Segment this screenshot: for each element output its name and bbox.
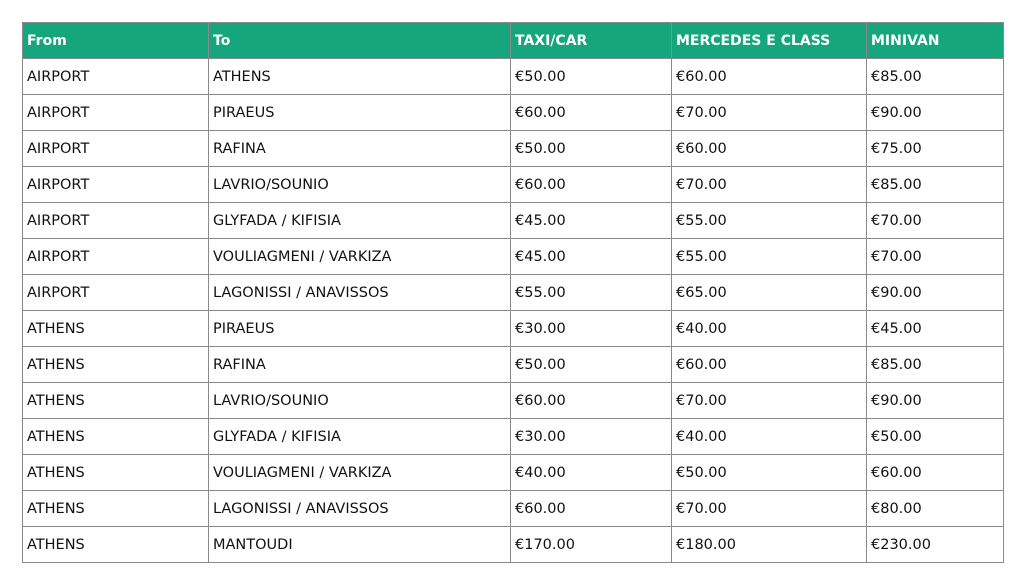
cell-to: LAVRIO/SOUNIO <box>209 167 511 203</box>
cell-mercedes-e-class: €70.00 <box>672 383 867 419</box>
header-row <box>23 23 1004 59</box>
cell-taxi-car: €60.00 <box>511 383 672 419</box>
cell-minivan: €60.00 <box>867 455 1004 491</box>
cell-from: AIRPORT <box>23 167 209 203</box>
cell-mercedes-e-class: €70.00 <box>672 167 867 203</box>
table-row <box>23 167 1004 203</box>
cell-to: LAGONISSI / ANAVISSOS <box>209 275 511 311</box>
column-header-mercedes-e-class: MERCEDES E CLASS <box>672 23 867 59</box>
cell-from: ATHENS <box>23 491 209 527</box>
cell-mercedes-e-class: €70.00 <box>672 95 867 131</box>
cell-taxi-car: €50.00 <box>511 59 672 95</box>
table-header <box>23 23 1004 59</box>
cell-from: AIRPORT <box>23 131 209 167</box>
cell-minivan: €85.00 <box>867 167 1004 203</box>
cell-taxi-car: €40.00 <box>511 455 672 491</box>
table-body <box>23 59 1004 563</box>
cell-to: LAGONISSI / ANAVISSOS <box>209 491 511 527</box>
column-header-taxi-car: TAXI/CAR <box>511 23 672 59</box>
cell-mercedes-e-class: €65.00 <box>672 275 867 311</box>
cell-minivan: €230.00 <box>867 527 1004 563</box>
cell-from: ATHENS <box>23 347 209 383</box>
cell-taxi-car: €45.00 <box>511 203 672 239</box>
cell-taxi-car: €45.00 <box>511 239 672 275</box>
cell-mercedes-e-class: €60.00 <box>672 131 867 167</box>
cell-taxi-car: €60.00 <box>511 95 672 131</box>
cell-minivan: €50.00 <box>867 419 1004 455</box>
cell-minivan: €80.00 <box>867 491 1004 527</box>
table-row <box>23 239 1004 275</box>
cell-from: AIRPORT <box>23 275 209 311</box>
cell-mercedes-e-class: €180.00 <box>672 527 867 563</box>
cell-from: AIRPORT <box>23 95 209 131</box>
column-header-minivan: MINIVAN <box>867 23 1004 59</box>
cell-taxi-car: €50.00 <box>511 347 672 383</box>
cell-taxi-car: €50.00 <box>511 131 672 167</box>
column-header-from: From <box>23 23 209 59</box>
cell-from: ATHENS <box>23 527 209 563</box>
cell-minivan: €70.00 <box>867 203 1004 239</box>
price-table <box>22 22 1004 563</box>
table-row <box>23 131 1004 167</box>
cell-mercedes-e-class: €55.00 <box>672 239 867 275</box>
cell-taxi-car: €60.00 <box>511 167 672 203</box>
cell-to: LAVRIO/SOUNIO <box>209 383 511 419</box>
table-row <box>23 347 1004 383</box>
cell-to: RAFINA <box>209 131 511 167</box>
cell-taxi-car: €170.00 <box>511 527 672 563</box>
cell-minivan: €90.00 <box>867 275 1004 311</box>
cell-mercedes-e-class: €70.00 <box>672 491 867 527</box>
cell-taxi-car: €60.00 <box>511 491 672 527</box>
cell-from: ATHENS <box>23 455 209 491</box>
cell-to: GLYFADA / KIFISIA <box>209 419 511 455</box>
cell-from: ATHENS <box>23 311 209 347</box>
cell-from: AIRPORT <box>23 203 209 239</box>
table-row <box>23 59 1004 95</box>
cell-to: MANTOUDI <box>209 527 511 563</box>
cell-mercedes-e-class: €40.00 <box>672 311 867 347</box>
table-row <box>23 491 1004 527</box>
cell-mercedes-e-class: €60.00 <box>672 59 867 95</box>
column-header-to: To <box>209 23 511 59</box>
cell-from: ATHENS <box>23 383 209 419</box>
cell-to: RAFINA <box>209 347 511 383</box>
cell-taxi-car: €30.00 <box>511 419 672 455</box>
cell-from: AIRPORT <box>23 59 209 95</box>
table-row <box>23 419 1004 455</box>
cell-taxi-car: €55.00 <box>511 275 672 311</box>
cell-to: ATHENS <box>209 59 511 95</box>
cell-mercedes-e-class: €50.00 <box>672 455 867 491</box>
table-row <box>23 527 1004 563</box>
cell-to: VOULIAGMENI / VARKIZA <box>209 239 511 275</box>
cell-minivan: €90.00 <box>867 95 1004 131</box>
cell-minivan: €85.00 <box>867 59 1004 95</box>
table-row <box>23 95 1004 131</box>
cell-mercedes-e-class: €60.00 <box>672 347 867 383</box>
table-row <box>23 275 1004 311</box>
cell-mercedes-e-class: €55.00 <box>672 203 867 239</box>
cell-minivan: €90.00 <box>867 383 1004 419</box>
table-row <box>23 203 1004 239</box>
cell-from: AIRPORT <box>23 239 209 275</box>
cell-minivan: €85.00 <box>867 347 1004 383</box>
cell-minivan: €75.00 <box>867 131 1004 167</box>
cell-to: PIRAEUS <box>209 311 511 347</box>
cell-to: PIRAEUS <box>209 95 511 131</box>
cell-from: ATHENS <box>23 419 209 455</box>
table-row <box>23 383 1004 419</box>
cell-to: GLYFADA / KIFISIA <box>209 203 511 239</box>
table-row <box>23 311 1004 347</box>
cell-minivan: €70.00 <box>867 239 1004 275</box>
cell-mercedes-e-class: €40.00 <box>672 419 867 455</box>
table-row <box>23 455 1004 491</box>
cell-minivan: €45.00 <box>867 311 1004 347</box>
cell-to: VOULIAGMENI / VARKIZA <box>209 455 511 491</box>
cell-taxi-car: €30.00 <box>511 311 672 347</box>
